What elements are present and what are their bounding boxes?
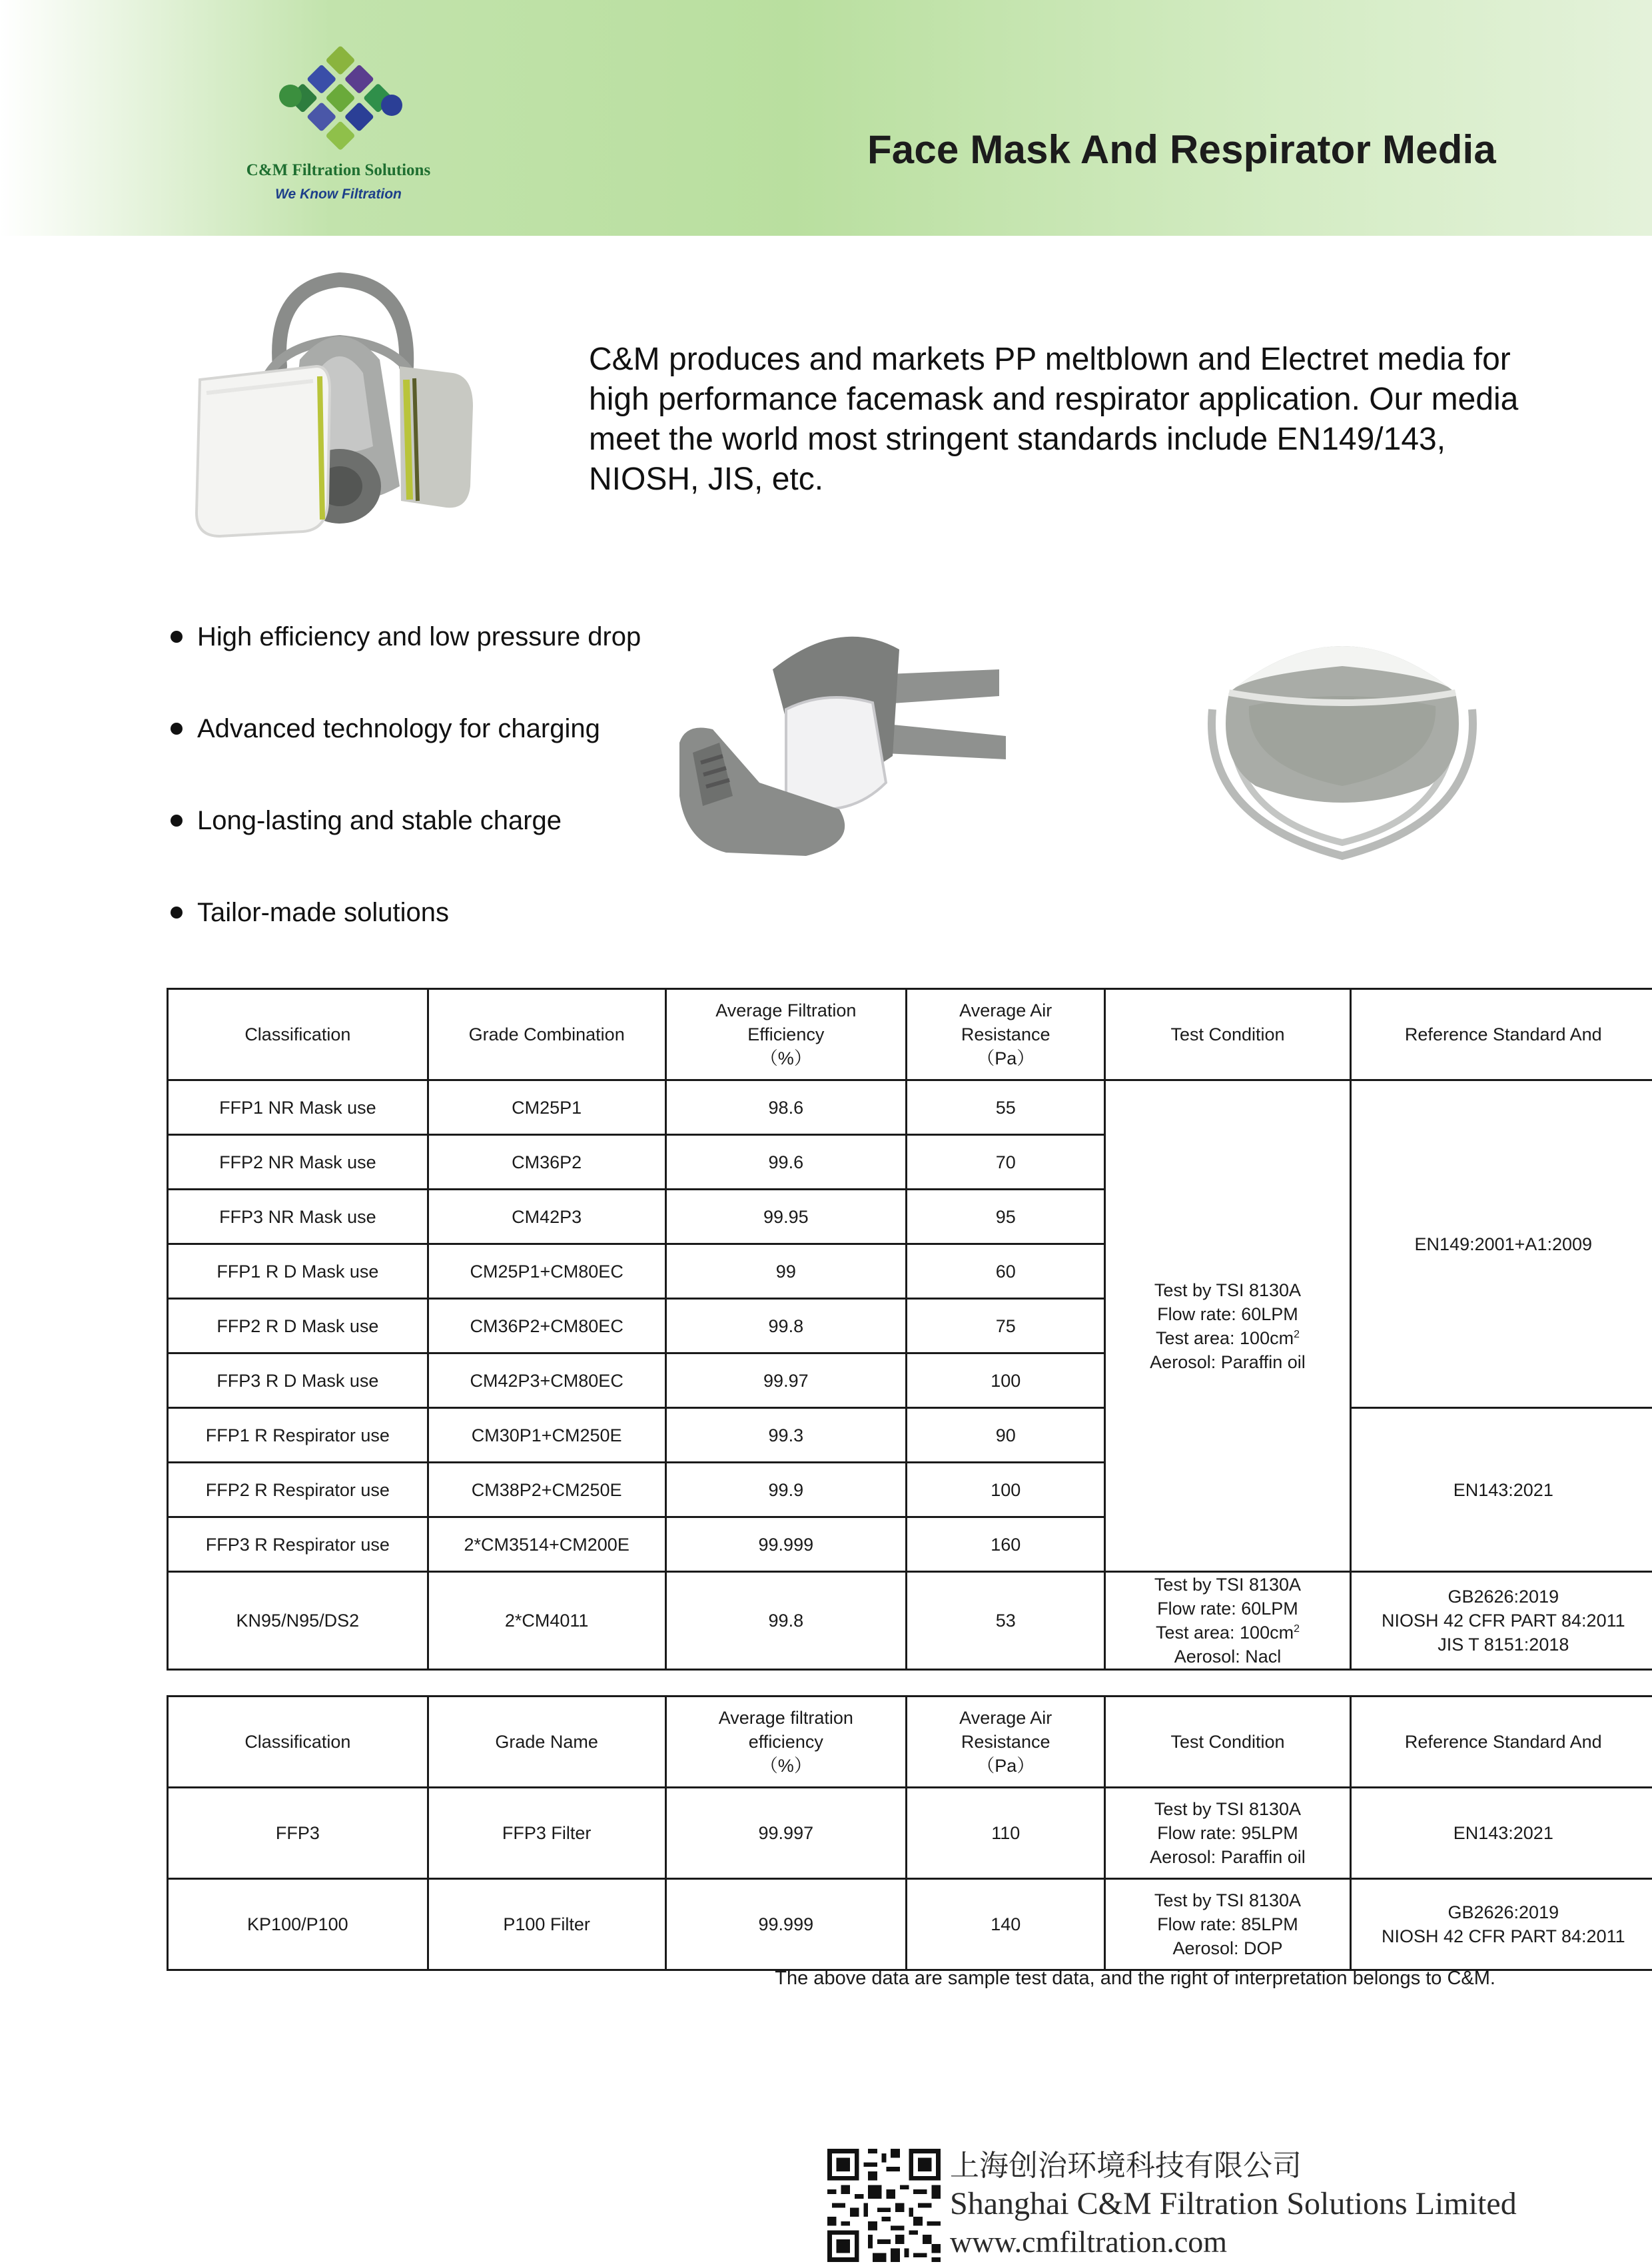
header-band	[0, 0, 1652, 236]
page-title: Face Mask And Respirator Media	[867, 127, 1496, 172]
header-avg-air-resistance: Average Air Resistance （Pa）	[907, 1697, 1105, 1788]
cell-efficiency: 99	[665, 1244, 906, 1299]
cell-resistance: 110	[907, 1788, 1105, 1879]
cell-efficiency: 99.999	[665, 1517, 906, 1572]
bullet-icon	[171, 907, 183, 919]
company-name-chinese: 上海创治环境科技有限公司	[950, 2149, 1302, 2183]
cell-efficiency: 99.6	[665, 1135, 906, 1190]
cell-standard: GB2626:2019 NIOSH 42 CFR PART 84:2011	[1350, 1879, 1652, 1970]
cell-resistance: 60	[907, 1244, 1105, 1299]
cell-grade: CM36P2+CM80EC	[428, 1299, 665, 1353]
cell-resistance: 53	[907, 1572, 1105, 1670]
table-row	[168, 1879, 1652, 1970]
table-row	[168, 1788, 1652, 1879]
feature-item	[171, 713, 641, 805]
feature-item	[171, 805, 641, 897]
cell-classification: FFP2 R Respirator use	[168, 1463, 428, 1517]
feature-text: Tailor-made solutions	[197, 898, 449, 927]
table-row	[168, 1080, 1652, 1135]
header-test-condition: Test Condition	[1105, 1697, 1350, 1788]
cell-classification: FFP3 NR Mask use	[168, 1190, 428, 1244]
cell-classification: FFP3 R D Mask use	[168, 1353, 428, 1408]
cell-resistance: 140	[907, 1879, 1105, 1970]
cell-classification: FFP1 R D Mask use	[168, 1244, 428, 1299]
cell-efficiency: 98.6	[665, 1080, 906, 1135]
cell-efficiency: 99.999	[665, 1879, 906, 1970]
cell-grade: CM42P3+CM80EC	[428, 1353, 665, 1408]
header-reference-standard: Reference Standard And	[1350, 1697, 1652, 1788]
cell-classification: KP100/P100	[168, 1879, 428, 1970]
cell-efficiency: 99.3	[665, 1408, 906, 1463]
cell-test-condition: Test by TSI 8130A Flow rate: 85LPM Aerosol: DOP	[1105, 1879, 1350, 1970]
table-row	[168, 1572, 1652, 1670]
cell-resistance: 160	[907, 1517, 1105, 1572]
header-test-condition: Test Condition	[1105, 989, 1350, 1080]
cell-classification: FFP3	[168, 1788, 428, 1879]
cell-test-condition: Test by TSI 8130A Flow rate: 95LPM Aerosol: Paraffin oil	[1105, 1788, 1350, 1879]
cell-test-condition-group: Test by TSI 8130A Flow rate: 60LPM Test area: $100cm^2$ Aerosol: Paraffin oil	[1105, 1080, 1350, 1572]
header-grade-name: Grade Name	[428, 1697, 665, 1788]
cell-grade: CM38P2+CM250E	[428, 1463, 665, 1517]
company-footer	[950, 2147, 1517, 2261]
bullet-icon	[171, 815, 183, 827]
table-header-row	[168, 989, 1652, 1080]
header-avg-filtration-efficiency: Average filtration efficiency （%）	[665, 1697, 906, 1788]
feature-list	[171, 621, 641, 988]
cell-efficiency: 99.97	[665, 1353, 906, 1408]
cell-grade: CM30P1+CM250E	[428, 1408, 665, 1463]
cell-grade: CM25P1	[428, 1080, 665, 1135]
header-classification: Classification	[168, 1697, 428, 1788]
logo-company-name: C&M Filtration Solutions	[246, 161, 431, 179]
company-name-english: Shanghai C&M Filtration Solutions Limited	[950, 2186, 1517, 2221]
spec-table-combinations	[167, 988, 1652, 1671]
cell-classification: FFP3 R Respirator use	[168, 1517, 428, 1572]
disclaimer-footnote: The above data are sample test data, and the right of interpretation belongs to C&M.	[775, 1968, 1495, 1989]
cell-grade: 2*CM3514+CM200E	[428, 1517, 665, 1572]
cell-classification: FFP2 R D Mask use	[168, 1299, 428, 1353]
cell-grade: P100 Filter	[428, 1879, 665, 1970]
bullet-icon	[171, 723, 183, 735]
table-row	[168, 1408, 1652, 1463]
header-classification: Classification	[168, 989, 428, 1080]
cell-efficiency: 99.95	[665, 1190, 906, 1244]
spec-table-filters	[167, 1695, 1652, 1971]
cup-mask-product-image	[1189, 619, 1495, 869]
feature-item	[171, 621, 641, 713]
cell-resistance: 100	[907, 1353, 1105, 1408]
cell-efficiency: 99.9	[665, 1463, 906, 1517]
qr-code-icon	[827, 2149, 941, 2262]
logo-tagline: We Know Filtration	[275, 187, 402, 202]
cell-grade: 2*CM4011	[428, 1572, 665, 1670]
table-header-row	[168, 1697, 1652, 1788]
cell-standard-en143: EN143:2021	[1350, 1408, 1652, 1572]
cell-resistance: 100	[907, 1463, 1105, 1517]
header-avg-filtration-efficiency: Average Filtration Efficiency （%）	[665, 989, 906, 1080]
feature-text: Long-lasting and stable charge	[197, 806, 562, 835]
cell-classification: FFP1 R Respirator use	[168, 1408, 428, 1463]
company-logo	[212, 41, 465, 208]
feature-text: Advanced technology for charging	[197, 714, 600, 743]
feature-item	[171, 897, 641, 988]
cell-standard-en149: EN149:2001+A1:2009	[1350, 1080, 1652, 1408]
cell-standard: EN143:2021	[1350, 1788, 1652, 1879]
cell-efficiency: 99.8	[665, 1572, 906, 1670]
cell-efficiency: 99.997	[665, 1788, 906, 1879]
cell-grade: CM25P1+CM80EC	[428, 1244, 665, 1299]
cell-resistance: 95	[907, 1190, 1105, 1244]
cell-grade: FFP3 Filter	[428, 1788, 665, 1879]
half-mask-product-image	[673, 623, 1006, 869]
cell-resistance: 75	[907, 1299, 1105, 1353]
bullet-icon	[171, 631, 183, 643]
cell-efficiency: 99.8	[665, 1299, 906, 1353]
respirator-product-image	[180, 266, 500, 563]
cell-classification: FFP1 NR Mask use	[168, 1080, 428, 1135]
cell-test-condition-kn95: Test by TSI 8130A Flow rate: 60LPM Test area: $100cm^2$ Aerosol: Nacl	[1105, 1572, 1350, 1670]
header-avg-air-resistance: Average Air Resistance （Pa）	[907, 989, 1105, 1080]
header-reference-standard: Reference Standard And	[1350, 989, 1652, 1080]
cell-resistance: 90	[907, 1408, 1105, 1463]
cell-classification: KN95/N95/DS2	[168, 1572, 428, 1670]
cell-grade: CM42P3	[428, 1190, 665, 1244]
cell-standard-kn95: GB2626:2019 NIOSH 42 CFR PART 84:2011 JIS T 8151:2018	[1350, 1572, 1652, 1670]
cell-resistance: 55	[907, 1080, 1105, 1135]
header-grade-combination: Grade Combination	[428, 989, 665, 1080]
cell-classification: FFP2 NR Mask use	[168, 1135, 428, 1190]
cell-resistance: 70	[907, 1135, 1105, 1190]
intro-paragraph: C&M produces and markets PP meltblown and Electret media for high performance facemask and respirator application. Our media meet the world most stringent standards include EN149/143, NIOSH, JIS, etc.	[589, 342, 1519, 497]
cell-grade: CM36P2	[428, 1135, 665, 1190]
feature-text: High efficiency and low pressure drop	[197, 622, 641, 651]
company-website: www.cmfiltration.com	[950, 2225, 1228, 2259]
logo-mark-icon	[270, 41, 410, 161]
